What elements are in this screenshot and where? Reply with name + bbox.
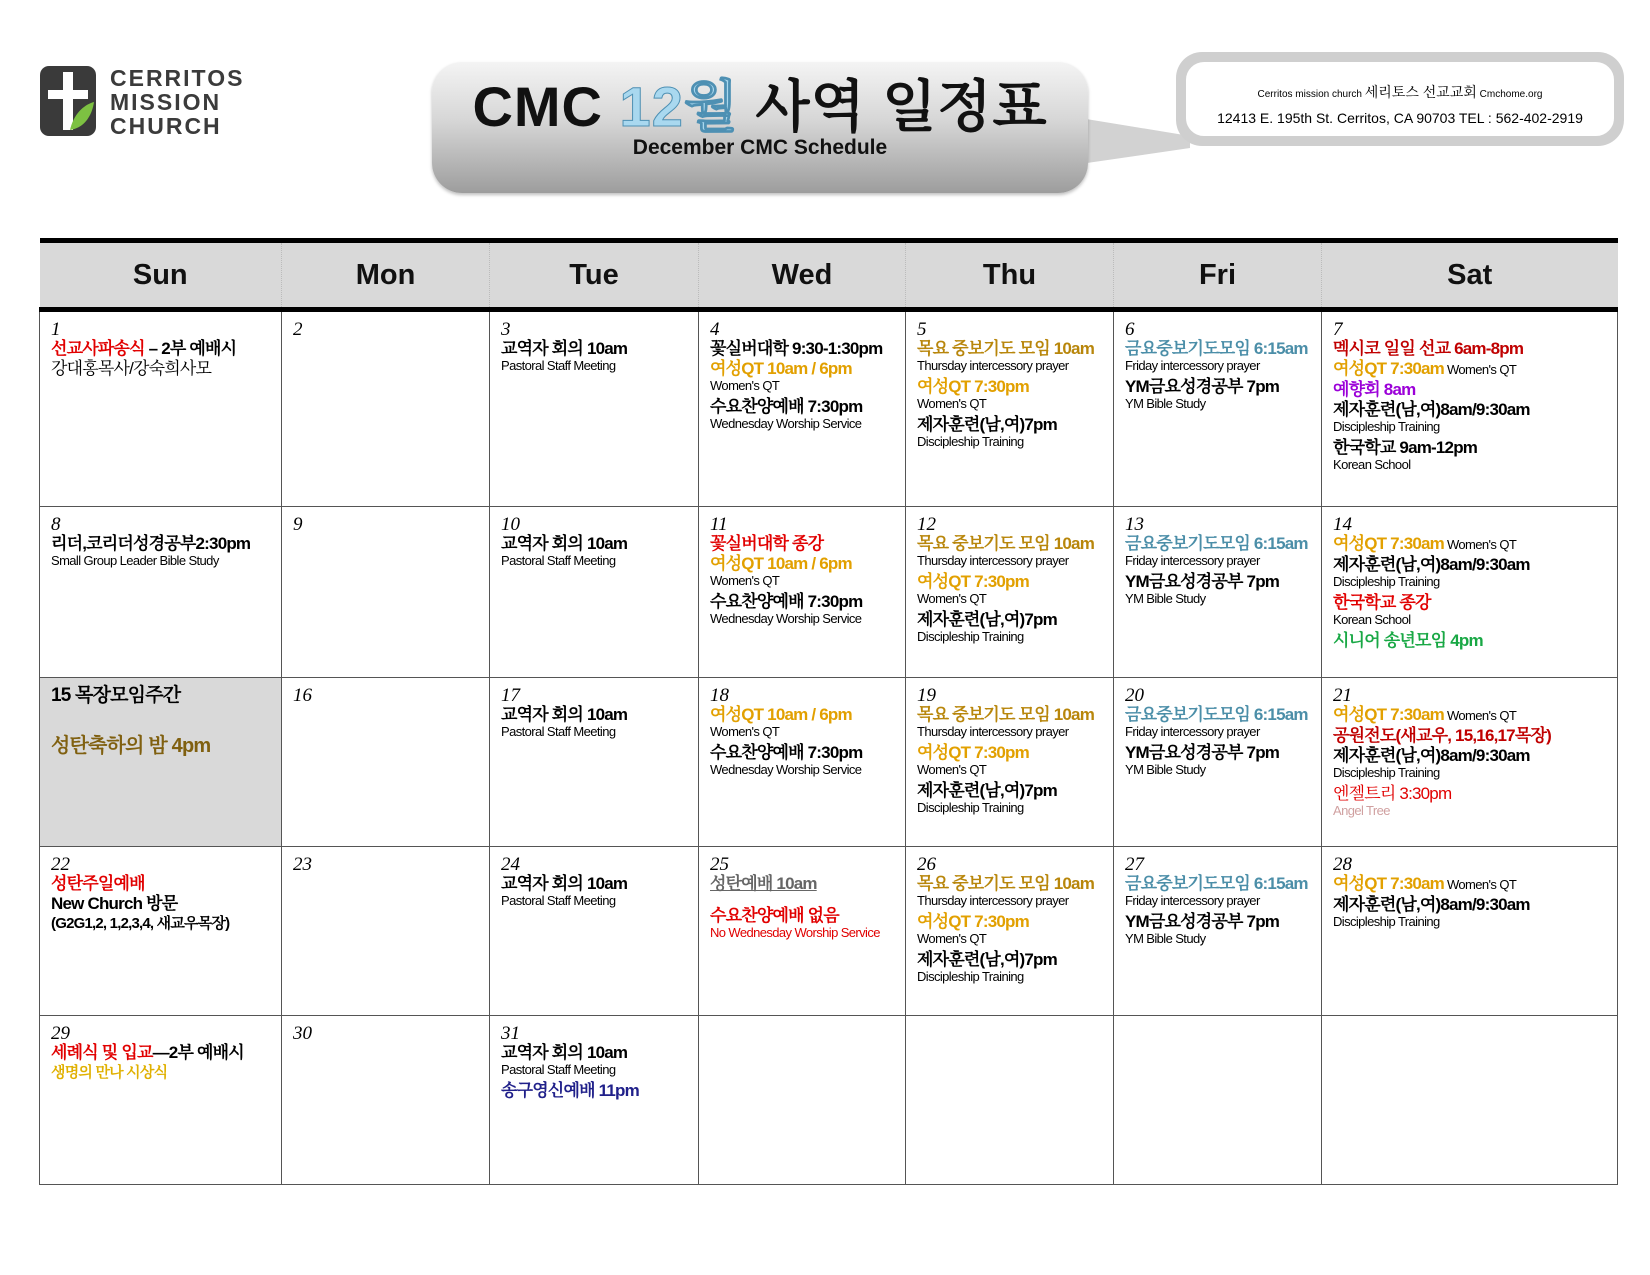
event-title: 목요 중보기도 모임 10am: [917, 534, 1095, 553]
event-title: 리더,코리더성경공부2:30pm: [51, 534, 251, 553]
week-row: [40, 678, 1618, 847]
day-number: 22: [51, 854, 70, 875]
event-subtitle: YM Bible Study: [1125, 931, 1206, 946]
day-cell: [40, 507, 282, 678]
day-number: 13: [1125, 514, 1144, 535]
day-number: 4: [710, 319, 720, 340]
day-cell: [490, 310, 699, 507]
event-title: 제자훈련(남,여)7pm: [917, 781, 1057, 800]
day-cell: [1114, 310, 1322, 507]
event-title: 교역자 회의 10am: [501, 874, 628, 893]
event-title: 한국학교 종강: [1333, 593, 1431, 612]
event-subtitle: YM Bible Study: [1125, 762, 1206, 777]
day-number: 28: [1333, 854, 1352, 875]
event-subtitle: Discipleship Training: [917, 800, 1024, 815]
calendar-body: [40, 310, 1618, 1185]
day-number: 7: [1333, 319, 1343, 340]
event-subtitle: Friday intercessory prayer: [1125, 358, 1260, 373]
event-subtitle: Discipleship Training: [1333, 914, 1440, 929]
event-subtitle: Pastoral Staff Meeting: [501, 724, 616, 739]
day-number: 24: [501, 854, 520, 875]
event-title: 성탄예배 10am: [710, 874, 817, 893]
title-suffix: 사역 일정표: [755, 75, 1048, 138]
event-note: —2부 예배시: [152, 1043, 244, 1062]
day-number: 6: [1125, 319, 1135, 340]
event-title: 예향회 8am: [1333, 380, 1416, 399]
day-number: 17: [501, 685, 520, 706]
event-title: 제자훈련(남,여)8am/9:30am: [1333, 746, 1530, 765]
title-banner: [432, 62, 1088, 193]
event-title: 교역자 회의 10am: [501, 339, 628, 358]
event-subtitle: Korean School: [1333, 612, 1411, 627]
day-cell: [699, 310, 906, 507]
logo-line: CHURCH: [110, 113, 222, 139]
event-subtitle: Discipleship Training: [917, 629, 1024, 644]
event-title: 제자훈련(남,여)7pm: [917, 610, 1057, 629]
day-cell: [1114, 1016, 1322, 1185]
event-title: 목요 중보기도 모임 10am: [917, 705, 1095, 724]
event-subtitle: Women's QT: [917, 931, 987, 946]
day-number: 26: [917, 854, 936, 875]
day-number: 27: [1125, 854, 1144, 875]
week-row: [40, 310, 1618, 507]
event-subtitle: Small Group Leader Bible Study: [51, 553, 219, 568]
day-number: 21: [1333, 685, 1352, 706]
day-cell: [40, 1016, 282, 1185]
day-cell: [1114, 847, 1322, 1016]
day-number: 25: [710, 854, 729, 875]
event-subtitle: Women's QT: [1443, 362, 1517, 377]
event-title: (G2G1,2, 1,2,3,4, 새교우목장): [51, 915, 230, 932]
event-subtitle: Pastoral Staff Meeting: [501, 893, 616, 908]
day-number: 5: [917, 319, 927, 340]
day-cell: [699, 507, 906, 678]
event-subtitle: Women's QT: [710, 573, 780, 588]
event-title: 생명의 만나 시상식: [51, 1064, 168, 1081]
day-cell: [906, 1016, 1114, 1185]
address-box: [1176, 52, 1624, 146]
event-subtitle: Women's QT: [710, 378, 780, 393]
weekday-header: Sun: [40, 241, 282, 310]
day-cell: [490, 847, 699, 1016]
event-title: 수요찬양예배 없음: [710, 906, 839, 925]
event-title: 선교사파송식 – 2부 예배시: [51, 339, 237, 358]
event-title: 엔젤트리 3:30pm: [1333, 784, 1452, 803]
logo-text: [110, 66, 244, 138]
event-title: 교역자 회의 10am: [501, 534, 628, 553]
event-title: 공원전도(새교우, 15,16,17목장): [1333, 726, 1551, 745]
day-number: 1: [51, 319, 61, 340]
banner-connector: [1080, 118, 1190, 164]
event-subtitle: Women's QT: [917, 762, 987, 777]
event-title: 세례식 및 입교—2부 예배시: [51, 1043, 244, 1062]
event-subtitle: Discipleship Training: [1333, 419, 1440, 434]
event-title: 여성QT 7:30pm: [917, 377, 1029, 396]
event-subtitle: Thursday intercessory prayer: [917, 893, 1069, 908]
event-subtitle: Thursday intercessory prayer: [917, 358, 1069, 373]
day-cell: [490, 1016, 699, 1185]
day-number: 11: [710, 514, 728, 535]
event-subtitle: YM Bible Study: [1125, 591, 1206, 606]
day-number: 30: [293, 1023, 312, 1044]
event-title: 꽃실버대학 9:30-1:30pm: [710, 339, 883, 358]
event-subtitle: Friday intercessory prayer: [1125, 553, 1260, 568]
event-title: 여성QT 10am / 6pm: [710, 359, 852, 378]
title-month: 12월: [619, 75, 739, 138]
event-title: YM금요성경공부 7pm: [1125, 572, 1280, 591]
event-subtitle: Discipleship Training: [917, 434, 1024, 449]
day-cell: [1322, 310, 1618, 507]
page-title: [432, 74, 1088, 140]
event-title: 금요중보기도모임 6:15am: [1125, 705, 1308, 724]
logo-line: MISSION: [110, 89, 222, 115]
day-cell: [906, 310, 1114, 507]
event-title: 꽃실버대학 종강: [710, 534, 824, 553]
event-subtitle: Wednesday Worship Service: [710, 762, 862, 777]
day-number: 19: [917, 685, 936, 706]
event-subtitle: Women's QT: [917, 396, 987, 411]
day-number: 29: [51, 1023, 70, 1044]
event-subtitle: Women's QT: [1443, 537, 1517, 552]
church-logo: [40, 66, 244, 138]
event-title: 성탄주일예배: [51, 874, 145, 893]
event-title: 여성QT 7:30am Women's QT: [1333, 534, 1517, 553]
day-cell: [906, 507, 1114, 678]
event-title: 여성QT 7:30pm: [917, 572, 1029, 591]
day-cell: [490, 678, 699, 847]
day-cell: [699, 1016, 906, 1185]
event-subtitle: Angel Tree: [1333, 803, 1390, 818]
event-title: YM금요성경공부 7pm: [1125, 743, 1280, 762]
event-title: 여성QT 7:30pm: [917, 743, 1029, 762]
event-subtitle: Thursday intercessory prayer: [917, 724, 1069, 739]
event-title: 여성QT 7:30am Women's QT: [1333, 874, 1517, 893]
event-note: – 2부 예배시: [144, 339, 237, 358]
event-title: 제자훈련(남,여)8am/9:30am: [1333, 555, 1530, 574]
event-title: 목요 중보기도 모임 10am: [917, 339, 1095, 358]
church-address: 12413 E. 195th St. Cerritos, CA 90703 TEL : 562-402-2919: [1217, 110, 1583, 126]
event-title: 교역자 회의 10am: [501, 705, 628, 724]
event-title: 제자훈련(남,여)7pm: [917, 950, 1057, 969]
event-title: 수요찬양예배 7:30pm: [710, 592, 863, 611]
church-name-line: [1186, 82, 1614, 102]
day-cell: [1322, 507, 1618, 678]
church-name-en: Cerritos mission church: [1257, 89, 1362, 100]
day-number: 8: [51, 514, 61, 535]
event-title: 한국학교 9am-12pm: [1333, 438, 1478, 457]
event-title: 여성QT 7:30am Women's QT: [1333, 359, 1517, 378]
event-subtitle: Women's QT: [710, 724, 780, 739]
event-title: 금요중보기도모임 6:15am: [1125, 874, 1308, 893]
page-subtitle: December CMC Schedule: [632, 136, 888, 159]
event-title: YM금요성경공부 7pm: [1125, 912, 1280, 931]
weekday-header: Tue: [490, 241, 699, 310]
day-cell: [282, 678, 490, 847]
event-title: 멕시코 일일 선교 6am-8pm: [1333, 339, 1524, 358]
day-cell: [1322, 678, 1618, 847]
event-subtitle: Discipleship Training: [917, 969, 1024, 984]
event-title: YM금요성경공부 7pm: [1125, 377, 1280, 396]
day-number: 9: [293, 514, 303, 535]
event-title: 여성QT 7:30am Women's QT: [1333, 705, 1517, 724]
event-title: 여성QT 7:30pm: [917, 912, 1029, 931]
event-subtitle: Women's QT: [917, 591, 987, 606]
event-title: 교역자 회의 10am: [501, 1043, 628, 1062]
event-title: 여성QT 10am / 6pm: [710, 554, 852, 573]
day-cell: [282, 1016, 490, 1185]
event-subtitle: Women's QT: [1443, 877, 1517, 892]
day-cell: [1322, 1016, 1618, 1185]
day-cell: [699, 678, 906, 847]
day-cell: [282, 507, 490, 678]
weekday-header: Mon: [282, 241, 490, 310]
day-number: 10: [501, 514, 520, 535]
day-number: 12: [917, 514, 936, 535]
weekday-header: Wed: [699, 241, 906, 310]
day-number: 3: [501, 319, 511, 340]
event-subtitle: Pastoral Staff Meeting: [501, 553, 616, 568]
week-row: [40, 847, 1618, 1016]
event-subtitle: Wednesday Worship Service: [710, 611, 862, 626]
event-subtitle: Pastoral Staff Meeting: [501, 358, 616, 373]
event-subtitle: Friday intercessory prayer: [1125, 893, 1260, 908]
church-name-kr: 세리토스 선교교회: [1364, 84, 1477, 100]
day-cell: [906, 678, 1114, 847]
day-number: 14: [1333, 514, 1352, 535]
event-subtitle: Korean School: [1333, 457, 1411, 472]
week-row: [40, 1016, 1618, 1185]
day-cell: [40, 678, 282, 847]
event-subtitle: YM Bible Study: [1125, 396, 1206, 411]
day-cell: [282, 310, 490, 507]
event-title: 강대홍목사/강숙희사모: [51, 359, 212, 378]
day-cell: [1114, 507, 1322, 678]
event-title: 금요중보기도모임 6:15am: [1125, 339, 1308, 358]
weekday-header: Fri: [1114, 241, 1322, 310]
event-subtitle: Discipleship Training: [1333, 765, 1440, 780]
calendar-grid: [39, 238, 1618, 1185]
event-title: New Church 방문: [51, 894, 178, 913]
event-subtitle: Friday intercessory prayer: [1125, 724, 1260, 739]
day-number: 31: [501, 1023, 520, 1044]
event-title: 목요 중보기도 모임 10am: [917, 874, 1095, 893]
event-title: 금요중보기도모임 6:15am: [1125, 534, 1308, 553]
event-subtitle: Wednesday Worship Service: [710, 416, 862, 431]
day-cell: [699, 847, 906, 1016]
day-cell: [906, 847, 1114, 1016]
event-title: 송구영신예배 11pm: [501, 1081, 639, 1100]
day-cell: [282, 847, 490, 1016]
event-subtitle: Thursday intercessory prayer: [917, 553, 1069, 568]
day-number: 2: [293, 319, 303, 340]
day-number: 20: [1125, 685, 1144, 706]
cross-leaf-icon: [40, 66, 96, 138]
event-subtitle: Pastoral Staff Meeting: [501, 1062, 616, 1077]
title-prefix: CMC: [472, 75, 603, 138]
event-title: 시니어 송년모임 4pm: [1333, 631, 1483, 650]
event-subtitle: Discipleship Training: [1333, 574, 1440, 589]
church-website: Cmchome.org: [1479, 89, 1543, 100]
day-cell: [1114, 678, 1322, 847]
event-title: 수요찬양예배 7:30pm: [710, 397, 863, 416]
day-number: 23: [293, 854, 312, 875]
day-cell: [40, 847, 282, 1016]
day-number: 18: [710, 685, 729, 706]
event-title: 여성QT 10am / 6pm: [710, 705, 852, 724]
weekday-header: Sat: [1322, 241, 1618, 310]
week-row: [40, 507, 1618, 678]
event-title: 제자훈련(남,여)8am/9:30am: [1333, 895, 1530, 914]
day-number: 16: [293, 685, 312, 706]
day-cell: [1322, 847, 1618, 1016]
event-title: 제자훈련(남,여)7pm: [917, 415, 1057, 434]
event-title: 수요찬양예배 7:30pm: [710, 743, 863, 762]
week-label: 15 목장모임주간: [51, 685, 181, 706]
event-subtitle: No Wednesday Worship Service: [710, 925, 880, 940]
weekday-header: Thu: [906, 241, 1114, 310]
event-title: 성탄축하의 밤 4pm: [51, 735, 211, 757]
day-cell: [490, 507, 699, 678]
logo-line: CERRITOS: [110, 65, 245, 91]
day-cell: [40, 310, 282, 507]
event-title: 제자훈련(남,여)8am/9:30am: [1333, 400, 1530, 419]
weekday-header-row: [40, 241, 1618, 310]
event-subtitle: Women's QT: [1443, 708, 1517, 723]
